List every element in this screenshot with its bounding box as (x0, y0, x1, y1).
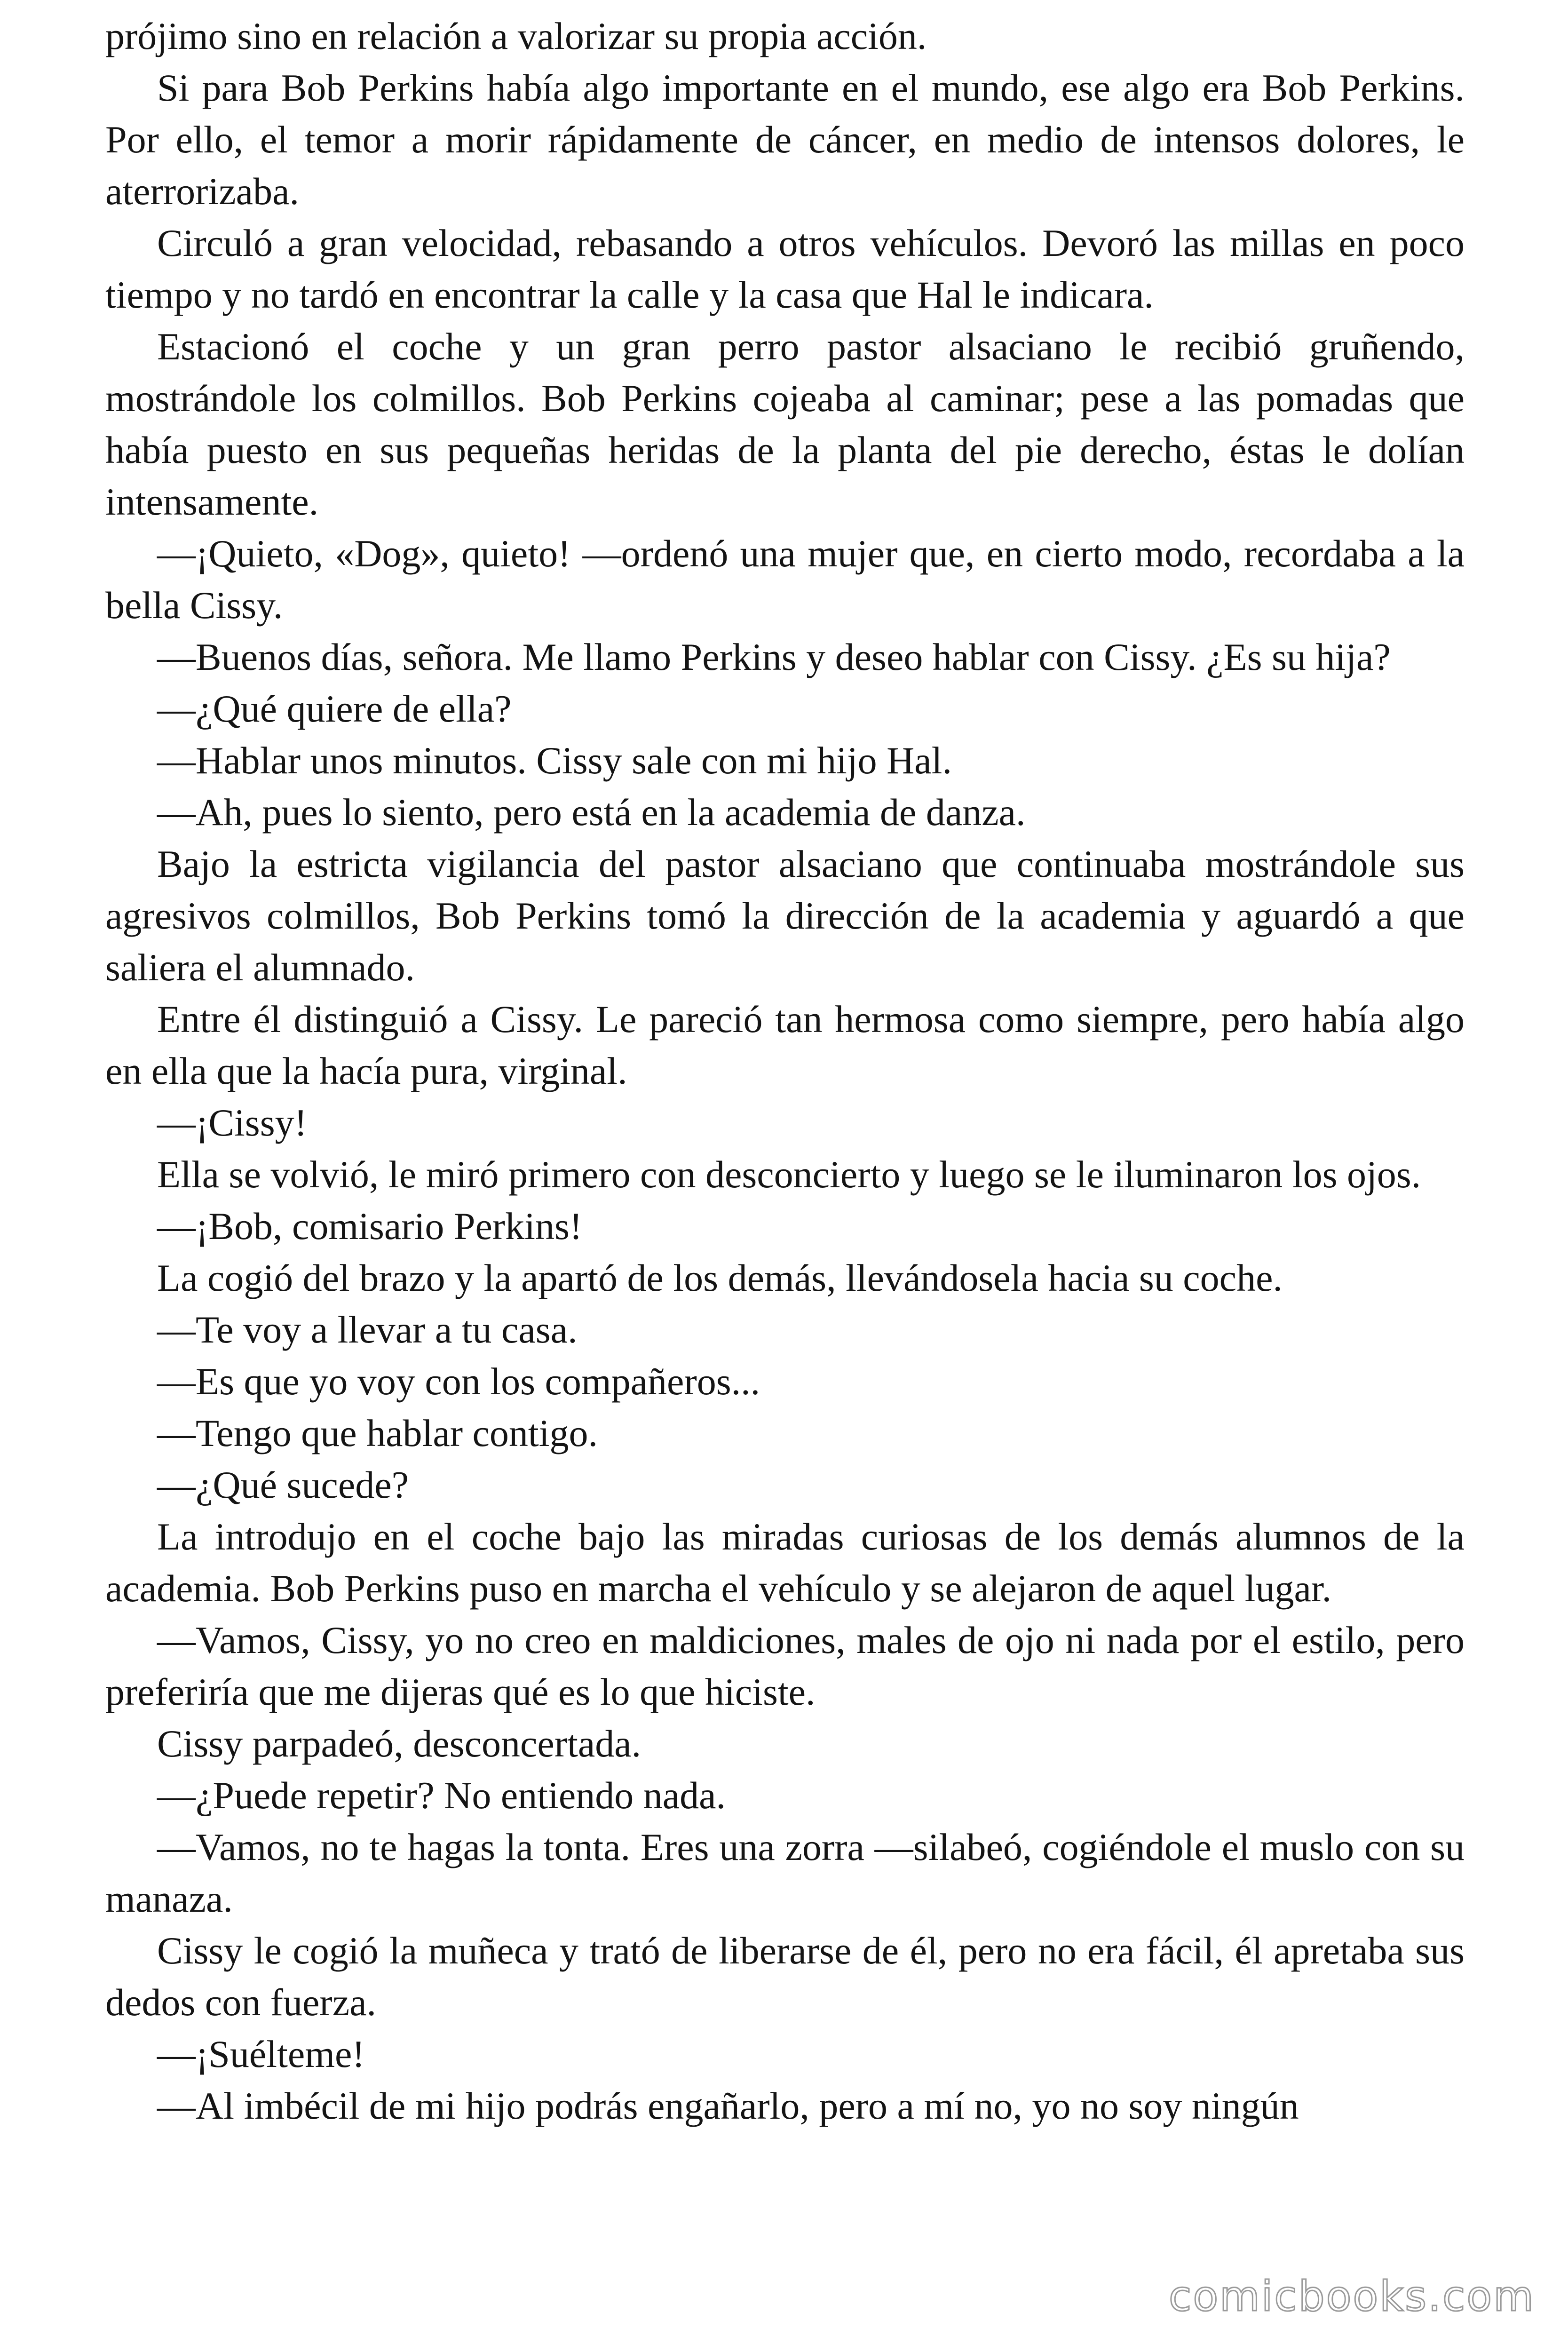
watermark-text: comicbooks.com (1168, 2272, 1535, 2320)
paragraph-23: —¿Puede repetir? No entiendo nada. (157, 1774, 726, 1817)
paragraph-21: —Vamos, Cissy, yo no creo en maldiciones, males de ojo ni nada por el estilo, pero preferiría que me dijeras qué es lo que hiciste. (105, 1619, 1465, 1713)
paragraph-6: —Buenos días, señora. Me llamo Perkins y deseo hablar con Cissy. ¿Es su hija? (157, 636, 1391, 678)
paragraph-7: —¿Qué quiere de ella? (157, 687, 512, 730)
paragraph-19: —¿Qué sucede? (157, 1463, 409, 1506)
paragraph-22: Cissy parpadeó, desconcertada. (157, 1722, 641, 1765)
paragraph-16: —Te voy a llevar a tu casa. (157, 1308, 578, 1351)
paragraph-20: La introdujo en el coche bajo las miradas curiosas de los demás alumnos de la academia. Bob Perkins puso en marcha el vehículo y se alejaron de aquel lugar. (105, 1515, 1465, 1610)
paragraph-25: Cissy le cogió la muñeca y trató de liberarse de él, pero no era fácil, él apretaba sus dedos con fuerza. (105, 1929, 1465, 2024)
paragraph-17: —Es que yo voy con los compañeros... (157, 1360, 760, 1403)
paragraph-5: —¡Quieto, «Dog», quieto! —ordenó una mujer que, en cierto modo, recordaba a la bella Cissy. (105, 532, 1465, 627)
paragraph-24: —Vamos, no te hagas la tonta. Eres una zorra —silabeó, cogiéndole el muslo con su manaza. (105, 1826, 1465, 1920)
paragraph-12: —¡Cissy! (157, 1101, 307, 1144)
paragraph-3: Circuló a gran velocidad, rebasando a otros vehículos. Devoró las millas en poco tiempo y no tardó en encontrar la calle y la casa que Hal le indicara. (105, 222, 1465, 316)
paragraph-8: —Hablar unos minutos. Cissy sale con mi hijo Hal. (157, 739, 952, 782)
paragraph-27: —Al imbécil de mi hijo podrás engañarlo, pero a mí no, yo no soy ningún (157, 2084, 1299, 2127)
paragraph-18: —Tengo que hablar contigo. (157, 1412, 598, 1454)
paragraph-1: prójimo sino en relación a valorizar su propia acción. (105, 15, 927, 57)
paragraph-14: —¡Bob, comisario Perkins! (157, 1205, 583, 1248)
paragraph-26: —¡Suélteme! (157, 2033, 365, 2075)
paragraph-10: Bajo la estricta vigilancia del pastor alsaciano que continuaba mostrándole sus agresivos colmillos, Bob Perkins tomó la dirección de la academia y aguardó a que saliera el alumnado. (105, 842, 1465, 989)
paragraph-11: Entre él distinguió a Cissy. Le pareció tan hermosa como siempre, pero había algo en ella que la hacía pura, virginal. (105, 998, 1465, 1092)
page-text (105, 10, 1465, 2132)
paragraph-15: La cogió del brazo y la apartó de los demás, llevándosela hacia su coche. (157, 1256, 1283, 1299)
paragraph-2: Si para Bob Perkins había algo importante en el mundo, ese algo era Bob Perkins. Por ello, el temor a morir rápidamente de cáncer, en medio de intensos dolores, le aterrorizaba. (105, 66, 1465, 213)
paragraph-13: Ella se volvió, le miró primero con desconcierto y luego se le iluminaron los ojos. (157, 1153, 1421, 1196)
paragraph-4: Estacionó el coche y un gran perro pastor alsaciano le recibió gruñendo, mostrándole los colmillos. Bob Perkins cojeaba al caminar; pese a las pomadas que había puesto en sus pequeñas heridas de la planta del pie derecho, éstas le dolían intensamente. (105, 325, 1465, 523)
paragraph-9: —Ah, pues lo siento, pero está en la academia de danza. (157, 791, 1026, 834)
